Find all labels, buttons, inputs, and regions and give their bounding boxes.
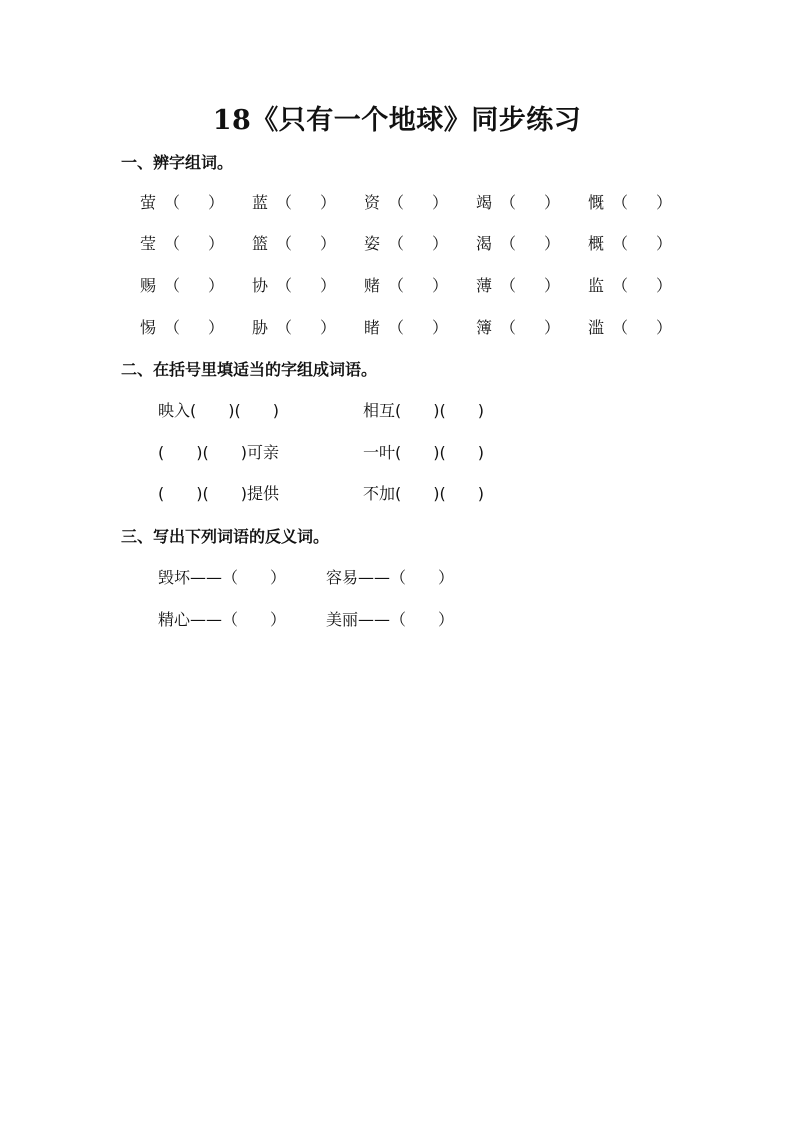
char-cell <box>252 190 336 213</box>
fill-row-1 <box>158 398 558 422</box>
right-paren: ） <box>656 193 673 212</box>
right-paren: ） <box>432 234 449 253</box>
right-paren: ） <box>208 234 225 253</box>
right-paren: ） <box>320 193 337 212</box>
char: 萤 <box>140 193 157 212</box>
fill-row-2 <box>158 440 558 464</box>
char-cell <box>140 273 224 296</box>
antonym-item: 容易——（ ） <box>326 568 455 587</box>
section1-heading: 一、辨字组词。 <box>121 153 234 172</box>
char-cell <box>364 273 448 296</box>
right-paren: ） <box>208 193 225 212</box>
char-cell <box>140 190 224 213</box>
char: 篮 <box>252 234 269 253</box>
fill-item: 映入( )( ) <box>158 401 279 420</box>
char-cell <box>476 190 560 213</box>
right-paren: ） <box>656 318 673 337</box>
right-paren: ） <box>656 276 673 295</box>
char: 赐 <box>140 276 157 295</box>
right-paren: ） <box>432 318 449 337</box>
char-row-2 <box>140 231 700 255</box>
char-cell <box>364 190 448 213</box>
right-paren: ） <box>544 193 561 212</box>
left-paren: （ <box>612 193 629 212</box>
left-paren: （ <box>388 318 405 337</box>
char: 姿 <box>364 234 381 253</box>
char: 监 <box>588 276 605 295</box>
left-paren: （ <box>612 276 629 295</box>
right-paren: ） <box>320 234 337 253</box>
antonym-row-1 <box>158 565 558 589</box>
section3-heading: 三、写出下列词语的反义词。 <box>121 527 330 546</box>
left-paren: （ <box>388 276 405 295</box>
char-cell <box>476 315 560 338</box>
fill-item: ( )( )提供 <box>158 484 279 503</box>
antonym-row-2 <box>158 607 558 631</box>
antonym-item: 美丽——（ ） <box>326 610 455 629</box>
right-paren: ） <box>320 276 337 295</box>
fill-item: 不加( )( ) <box>363 484 484 503</box>
char: 莹 <box>140 234 157 253</box>
fill-item: 一叶( )( ) <box>363 443 484 462</box>
right-paren: ） <box>544 318 561 337</box>
char: 蓝 <box>252 193 269 212</box>
left-paren: （ <box>500 276 517 295</box>
right-paren: ） <box>208 318 225 337</box>
left-paren: （ <box>388 193 405 212</box>
right-paren: ） <box>432 193 449 212</box>
char: 胁 <box>252 318 269 337</box>
fill-row-3 <box>158 481 558 505</box>
char: 概 <box>588 234 605 253</box>
left-paren: （ <box>500 318 517 337</box>
char-cell <box>364 231 448 254</box>
char-cell <box>364 315 448 338</box>
fill-item: ( )( )可亲 <box>158 443 279 462</box>
char: 簿 <box>476 318 493 337</box>
char: 竭 <box>476 193 493 212</box>
left-paren: （ <box>276 276 293 295</box>
char-row-4 <box>140 315 700 339</box>
char: 慨 <box>588 193 605 212</box>
right-paren: ） <box>208 276 225 295</box>
char-cell <box>476 273 560 296</box>
char-cell <box>140 315 224 338</box>
char-cell <box>252 231 336 254</box>
char: 协 <box>252 276 269 295</box>
char-cell <box>252 315 336 338</box>
right-paren: ） <box>656 234 673 253</box>
left-paren: （ <box>500 234 517 253</box>
left-paren: （ <box>164 318 181 337</box>
left-paren: （ <box>276 318 293 337</box>
char: 薄 <box>476 276 493 295</box>
left-paren: （ <box>164 234 181 253</box>
char-cell <box>588 190 672 213</box>
char-cell <box>588 231 672 254</box>
left-paren: （ <box>276 234 293 253</box>
antonym-item: 毁坏——（ ） <box>158 568 287 587</box>
char-row-3 <box>140 273 700 297</box>
left-paren: （ <box>500 193 517 212</box>
section2-heading: 二、在括号里填适当的字组成词语。 <box>121 360 378 379</box>
char: 滥 <box>588 318 605 337</box>
fill-item: 相互( )( ) <box>363 401 484 420</box>
char: 睹 <box>364 318 381 337</box>
char-cell <box>252 273 336 296</box>
char-row-1 <box>140 190 700 214</box>
right-paren: ） <box>544 276 561 295</box>
left-paren: （ <box>612 234 629 253</box>
page-title: 18《只有一个地球》同步练习 <box>212 105 582 136</box>
right-paren: ） <box>320 318 337 337</box>
left-paren: （ <box>276 193 293 212</box>
left-paren: （ <box>612 318 629 337</box>
left-paren: （ <box>164 276 181 295</box>
char: 渴 <box>476 234 493 253</box>
char: 惕 <box>140 318 157 337</box>
char-cell <box>588 315 672 338</box>
char-cell <box>476 231 560 254</box>
left-paren: （ <box>388 234 405 253</box>
right-paren: ） <box>544 234 561 253</box>
char: 赌 <box>364 276 381 295</box>
left-paren: （ <box>164 193 181 212</box>
char-cell <box>140 231 224 254</box>
antonym-item: 精心——（ ） <box>158 610 287 629</box>
right-paren: ） <box>432 276 449 295</box>
char-cell <box>588 273 672 296</box>
char: 资 <box>364 193 381 212</box>
